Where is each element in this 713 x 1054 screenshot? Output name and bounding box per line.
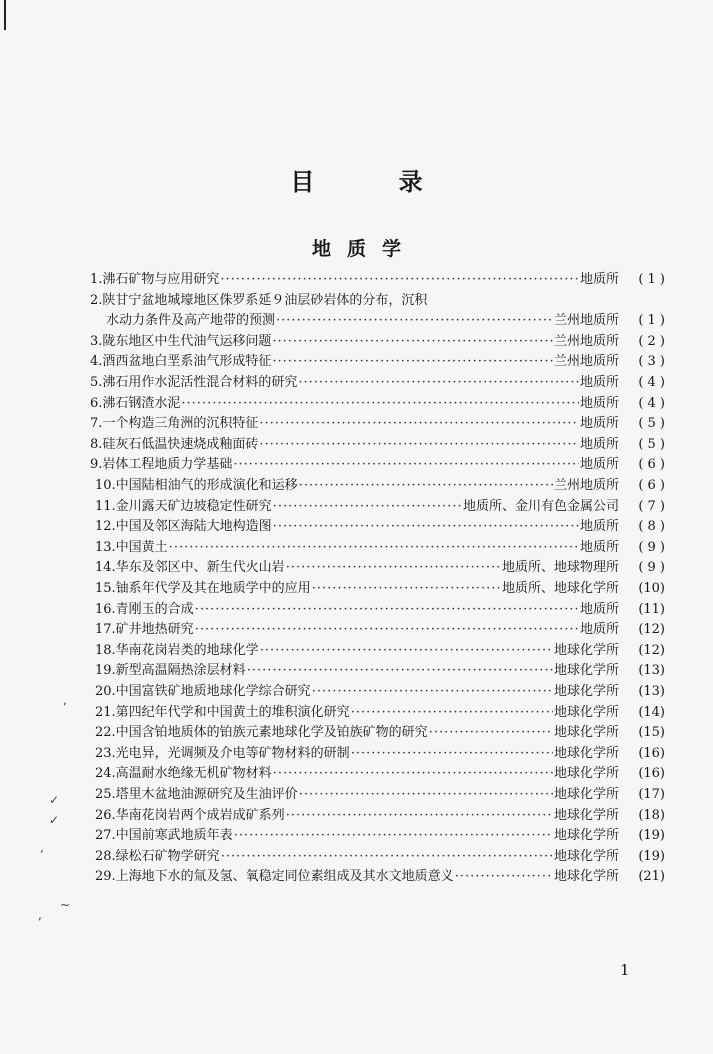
dot-leader [298, 373, 579, 393]
toc-entry-page: ( 4 ) [638, 395, 665, 411]
toc-entry [90, 270, 665, 290]
toc-entry-institute: 地质所 [579, 416, 619, 432]
toc-entry-title: 1.沸石矿物与应用研究 [90, 272, 220, 287]
dot-leader [273, 517, 579, 537]
toc-entry [95, 682, 665, 702]
toc-entry-institute: 地球化学所 [553, 848, 619, 864]
toc-entry [95, 806, 665, 826]
toc-entry-page: (17) [638, 787, 665, 802]
toc-entry [106, 311, 665, 331]
toc-entry [90, 455, 665, 475]
toc-entry-title: 17.矿井地热研究 [95, 622, 194, 638]
checkmark-icon: ✓ [49, 793, 60, 807]
toc-entry-title: 21.第四纪年代学和中国黄土的堆积演化研究 [95, 704, 350, 720]
toc-entry [95, 847, 665, 867]
toc-entry-page: ( 3 ) [638, 354, 665, 370]
toc-entry [90, 332, 665, 352]
dot-leader [259, 435, 579, 455]
toc-entry-title: 18.华南花岗岩类的地球化学 [95, 642, 259, 658]
dot-leader [247, 661, 553, 681]
toc-entry-page: ( 5 ) [638, 436, 665, 452]
dot-leader [455, 867, 553, 887]
toc-entry-title: 9.岩体工程地质力学基础 [90, 457, 233, 473]
toc-entry-institute: 地球化学所 [553, 766, 619, 782]
toc-entry-page: ( 4 ) [638, 375, 665, 390]
toc-entry-title: 水动力条件及高产地带的预测 [106, 313, 276, 329]
dot-leader [169, 538, 579, 558]
dot-leader [272, 352, 553, 372]
toc-entry-page: (13) [638, 684, 665, 699]
toc-entry-page: (21) [638, 869, 665, 885]
toc-entry-title: 23.光电异，光调频及介电等矿物材料的研制 [95, 745, 350, 761]
toc-entry [95, 497, 665, 517]
toc-entry-institute: 兰州地质所 [553, 478, 619, 493]
dot-leader [299, 476, 553, 496]
toc-entry-title: 4.酒西盆地白垩系油气形成特征 [90, 354, 272, 370]
toc-entry-institute: 地球化学所 [553, 684, 619, 699]
toc-entry-title: 13.中国黄土 [95, 539, 168, 555]
toc-entry-title: 16.青刚玉的合成 [95, 601, 194, 617]
section-heading: 地质学 [311, 238, 417, 260]
toc-entry-title: 12.中国及邻区海陆大地构造图 [95, 519, 272, 535]
toc-entry-institute: 地质所 [579, 375, 619, 390]
toc-entry-institute: 地球化学所 [553, 663, 619, 679]
margin-mark: ~ [60, 898, 71, 912]
toc-entry-institute: 地球化学所 [553, 642, 619, 658]
toc-entry-page: ( 5 ) [638, 416, 665, 432]
toc-entry [95, 476, 665, 496]
toc-entry-institute: 地球化学所 [553, 745, 619, 761]
toc-entry-title: 20.中国富铁矿地质地球化学综合研究 [95, 684, 311, 699]
toc-entry-page: (12) [638, 642, 665, 658]
toc-entry [95, 826, 665, 846]
toc-entry-page: ( 8 ) [638, 519, 665, 535]
toc-entry-page: ( 1 ) [638, 313, 665, 329]
toc-entry [95, 764, 665, 784]
toc-entry-institute: 地质所 [579, 436, 619, 452]
toc-entry-title: 15.铀系年代学及其在地质学中的应用 [95, 581, 311, 596]
toc-entry [90, 414, 665, 434]
dot-leader [351, 703, 553, 723]
toc-entry-institute: 兰州地质所 [553, 313, 619, 329]
checkmark-icon: ✓ [49, 813, 60, 827]
toc-entry-page: (11) [638, 601, 665, 617]
dot-leader [286, 558, 501, 578]
margin-mark: , [38, 908, 42, 922]
toc-entry-title: 5.沸石用作水泥活性混合材料的研究 [90, 375, 298, 390]
toc-entry-institute: 地球化学所 [553, 725, 619, 741]
toc-entry [95, 558, 665, 578]
dot-leader [273, 764, 553, 784]
scan-edge-mark [4, 0, 6, 30]
dot-leader [312, 682, 553, 702]
toc-entry [90, 352, 665, 372]
dot-leader [276, 311, 553, 331]
toc-entry-page: ( 6 ) [638, 478, 665, 493]
toc-entry-institute: 地质所 [579, 272, 619, 287]
toc-entry-title-line: 2.陕甘宁盆地城壕地区侏罗系延９油层砂岩体的分布，沉积 [90, 292, 428, 308]
toc-entry-page: (13) [638, 663, 665, 679]
toc-entry [95, 600, 665, 620]
toc-entry-title: 26.华南花岗岩两个成岩成矿系列 [95, 807, 285, 823]
dot-leader [272, 332, 553, 352]
toc-entry [95, 517, 665, 537]
toc-entry [95, 867, 665, 887]
toc-entry-title: 27.中国前寒武地质年表 [95, 828, 233, 844]
toc-entry [95, 579, 665, 599]
toc-entry-page: (16) [638, 745, 665, 761]
dot-leader [220, 270, 579, 290]
toc-entry-institute: 地质所 [579, 622, 619, 638]
dot-leader [312, 579, 501, 599]
toc-entry-institute: 地球化学所 [553, 828, 619, 844]
toc-entry-page: (12) [638, 622, 665, 638]
toc-entry-title: 28.绿松石矿物学研究 [95, 848, 220, 864]
toc-entry [90, 373, 665, 393]
toc-entry-title: 7.一个构造三角洲的沉积特征 [90, 416, 259, 432]
toc-entry-institute: 地质所 [579, 601, 619, 617]
toc-entry-institute: 地质所 [579, 395, 619, 411]
toc-entry-institute: 地质所、地球物理所 [501, 560, 619, 576]
toc-entry-page: ( 2 ) [638, 333, 665, 349]
dot-leader [429, 723, 553, 743]
toc-entry [95, 538, 665, 558]
toc-entry-title: 19.新型高温隔热涂层材料 [95, 663, 246, 679]
toc-entry-title: 11.金川露天矿边坡稳定性研究 [95, 498, 272, 514]
dot-leader [259, 414, 579, 434]
dot-leader [351, 744, 553, 764]
dot-leader [195, 600, 579, 620]
toc-entry-page: (10) [638, 581, 665, 596]
toc-entry-institute: 地质所 [579, 457, 619, 473]
toc-entry-institute: 地球化学所 [553, 869, 619, 885]
dot-leader [286, 806, 553, 826]
toc-entry-page: (15) [638, 725, 665, 741]
toc-entry [90, 394, 665, 414]
toc-entry-title: 6.沸石钢渣水泥 [90, 395, 181, 411]
toc-entry-page: ( 9 ) [638, 539, 665, 555]
toc-entry-institute: 地球化学所 [553, 704, 619, 720]
toc-entry-institute: 地质所、地球化学所 [501, 581, 619, 596]
toc-entry-page: ( 9 ) [638, 560, 665, 576]
toc-entry [95, 723, 665, 743]
toc-entry-page: ( 7 ) [638, 498, 665, 514]
dot-leader [195, 620, 579, 640]
toc-entry-institute: 兰州地质所 [553, 333, 619, 349]
toc-entry-title: 24.高温耐水绝缘无机矿物材料 [95, 766, 272, 782]
toc-entry-institute: 兰州地质所 [553, 354, 619, 370]
toc-entry-institute: 地球化学所 [553, 807, 619, 823]
dot-leader [299, 785, 553, 805]
dot-leader [221, 847, 553, 867]
dot-leader [181, 394, 579, 414]
toc-entry [95, 785, 665, 805]
toc-entry [95, 703, 665, 723]
page-number: 1 [620, 961, 630, 979]
toc-entry-page: ( 1 ) [638, 272, 665, 287]
toc-entry [95, 620, 665, 640]
toc-entry-page: (19) [638, 828, 665, 844]
toc-entry-page: (14) [638, 704, 665, 720]
toc-entry-title: 8.硅灰石低温快速烧成釉面砖 [90, 436, 259, 452]
page-title: 目 录 [290, 168, 461, 196]
toc-entry [90, 435, 665, 455]
margin-mark: ’ [40, 848, 44, 862]
toc-entry-title: 29.上海地下水的氚及氢、氧稳定同位素组成及其水文地质意义 [95, 869, 454, 885]
dot-leader [234, 826, 553, 846]
toc-entry-institute: 地质所、金川有色金属公司 [462, 498, 619, 514]
dot-leader [273, 497, 462, 517]
dot-leader [260, 641, 553, 661]
toc-entry-title: 3.陇东地区中生代油气运移问题 [90, 333, 272, 349]
toc-entry [95, 661, 665, 681]
toc-entry-page: (19) [638, 848, 665, 864]
toc-entry-institute: 地质所 [579, 539, 619, 555]
toc-entry-title: 25.塔里木盆地油源研究及生油评价 [95, 787, 298, 802]
toc-entry-page: (16) [638, 766, 665, 782]
toc-entry-page: ( 6 ) [638, 457, 665, 473]
toc-entry-page: (18) [638, 807, 665, 823]
toc-entry-institute: 地质所 [579, 519, 619, 535]
toc-entry-title: 22.中国含铂地质体的铂族元素地球化学及铂族矿物的研究 [95, 725, 428, 741]
toc-entry [95, 744, 665, 764]
dot-leader [233, 455, 579, 475]
toc-entry-title: 14.华东及邻区中、新生代火山岩 [95, 560, 285, 576]
toc-entry [95, 641, 665, 661]
margin-mark: , [63, 693, 67, 707]
toc-entry-institute: 地球化学所 [553, 787, 619, 802]
toc-entry-title: 10.中国陆相油气的形成演化和运移 [95, 478, 298, 493]
